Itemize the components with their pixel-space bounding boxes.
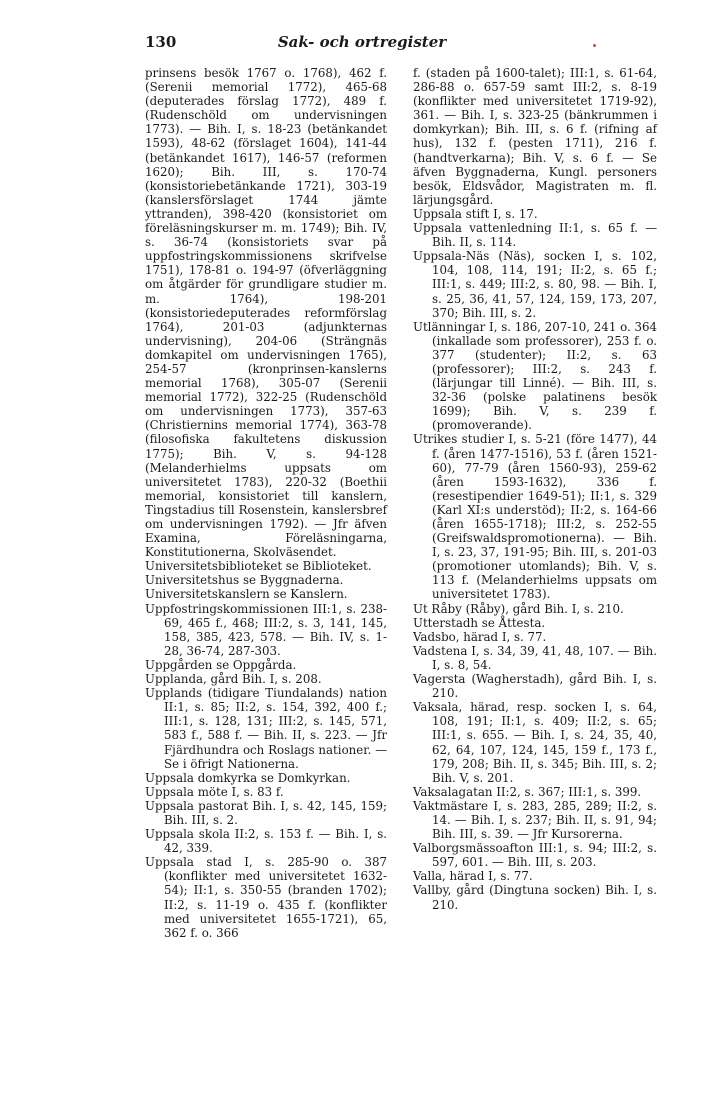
index-entry: Vallby, gård (Dingtuna socken) Bih. I, s. 210.	[413, 883, 657, 912]
index-entry: Utrikes studier I, s. 5-21 (före 1477), 44 f. (åren 1477-1516), 53 f. (åren 1521-60), 77-79 (åren 1560-93), 259-62 (åren 1593-1632), 336 f. (resestipendier 1649-51); II:1, s. 329 (Karl XI:s understöd); II:2, s. 164-66 (åren 1655-1718); III:2, s. 252-55 (Greifswaldspromotionerna). — Bih. I, s. 23, 37, 191-95; Bih. III, s. 201-03 (promotioner utomlands); Bih. V, s. 113 f. (Melanderhielms uppsats om universitetet 1783).	[413, 432, 657, 602]
index-entry: Uppsala stift I, s. 17.	[413, 206, 538, 221]
index-entry: Utlänningar I, s. 186, 207-10, 241 o. 364 (inkallade som professorer), 253 f. o. 377 (studenter); II:2, s. 63 (professorer); III:2, s. 243 f. (lärjungar till Linné). — Bih. III, s. 32-36 (polske palatinens besök 1699); Bih. V, s. 239 f. (promoverande).	[413, 319, 657, 433]
index-entry: Ut Råby (Råby), gård Bih. I, s. 210.	[413, 601, 624, 616]
index-entry: Uppgården se Oppgårda.	[145, 657, 297, 672]
ink-speck-mark	[593, 44, 596, 47]
index-entry: Uppsala stad I, s. 285-90 o. 387 (konflikter med universitetet 1632-54); II:1, s. 350-55 (branden 1702); II:2, s. 11-19 o. 435 f. (konflikter med universitetet 1655-1721), 65, 362 f. o. 366	[145, 855, 387, 940]
index-entry: Vadstena I, s. 34, 39, 41, 48, 107. — Bih. I, s. 8, 54.	[413, 643, 657, 672]
page-number: 130	[145, 33, 177, 51]
index-entry: Utterstadh se Åttesta.	[413, 615, 546, 630]
index-entry: Upplands (tidigare Tiundalands) nation II:1, s. 85; II:2, s. 154, 392, 400 f.; III:1, s. 128, 131; III:2, s. 145, 571, 583 f., 588 f. — Bih. II, s. 223. — Jfr Fjärdhundra och Roslags nationer. — Se i öfrigt Nationerna.	[145, 686, 387, 771]
index-entry: Upplanda, gård Bih. I, s. 208.	[145, 672, 322, 687]
index-column-left	[145, 66, 387, 940]
index-entry: Vadsbo, härad I, s. 77.	[413, 629, 547, 644]
index-entry: Vaksalagatan II:2, s. 367; III:1, s. 399.	[413, 784, 642, 799]
index-entry: Valla, härad I, s. 77.	[413, 869, 533, 884]
index-column-right	[413, 66, 657, 912]
running-title: Sak- och ortregister	[277, 33, 447, 51]
running-header	[145, 33, 579, 53]
index-entry: Uppfostringskommissionen III:1, s. 238-69, 465 f., 468; III:2, s. 3, 141, 145, 158, 385, 423, 578. — Bih. IV, s. 1-28, 36-74, 287-303.	[145, 601, 387, 658]
index-entry: prinsens besök 1767 o. 1768), 462 f. (Serenii memorial 1772), 465-68 (deputerades förslag 1772), 489 f. (Rudenschöld om undervisningen 1773). — Bih. I, s. 18-23 (betänkandet 1593), 48-62 (förslaget 1604), 141-44 (betänkandet 1617), 146-57 (reformen 1620); Bih. III, s. 170-74 (konsistoriebetänkande 1721), 303-19 (kanslersförslaget 1744 jämte yttranden), 398-420 (konsistoriet om föreläsningskurser m. m. 1749); Bih. IV, s. 36-74 (konsistoriets svar på uppfostringskommissionens skrifvelse 1751), 178-81 o. 194-97 (öfverläggning om åtgärder för grundligare studier m. m. 1764), 198-201 (konsistoriedeputerades reformförslag 1764), 201-03 (adjunkternas undervisning), 204-06 (Strängnäs domkapitel om undervisningen 1765), 254-57 (kronprinsen-kanslerns memorial 1768), 305-07 (Serenii memorial 1772), 322-25 (Rudenschöld om undervisningen 1773), 357-63 (Christiernins memorial 1774), 363-78 (filosofiska fakultetens diskussion 1775); Bih. V, s. 94-128 (Melanderhielms uppsats om universitetet 1783), 220-32 (Boethii memorial, konsistoriet till kanslern, Tingstadius till Rosenstein, kanslersbref om undervisningen 1792). — Jfr äfven Examina, Föreläsningarna, Konstitutionerna, Skolväsendet.	[145, 66, 387, 560]
index-entry: Uppsala möte I, s. 83 f.	[145, 784, 284, 799]
index-entry: Uppsala domkyrka se Domkyrkan.	[145, 770, 351, 785]
index-entry: Vagersta (Wagherstadh), gård Bih. I, s. 210.	[413, 672, 657, 701]
index-entry: Vaktmästare I, s. 283, 285, 289; II:2, s. 14. — Bih. I, s. 237; Bih. II, s. 91, 94; Bih. III, s. 39. — Jfr Kursorerna.	[413, 798, 657, 842]
index-entry: Valborgsmässoafton III:1, s. 94; III:2, s. 597, 601. — Bih. III, s. 203.	[413, 841, 657, 870]
index-entry: Uppsala pastorat Bih. I, s. 42, 145, 159; Bih. III, s. 2.	[145, 798, 387, 827]
index-entry: Uppsala vattenledning II:1, s. 65 f. — Bih. II, s. 114.	[413, 221, 657, 250]
index-entry: Universitetskanslern se Kanslern.	[145, 587, 348, 602]
index-entry: Universitetsbiblioteket se Biblioteket.	[145, 559, 372, 574]
index-entry: Uppsala skola II:2, s. 153 f. — Bih. I, s. 42, 339.	[145, 827, 387, 856]
index-entry: Universitetshus se Byggnaderna.	[145, 573, 344, 588]
index-entry: Uppsala-Näs (Näs), socken I, s. 102, 104, 108, 114, 191; II:2, s. 65 f.; III:1, s. 449; III:2, s. 80, 98. — Bih. I, s. 25, 36, 41, 57, 124, 159, 173, 207, 370; Bih. III, s. 2.	[413, 249, 657, 320]
index-entry: Vaksala, härad, resp. socken I, s. 64, 108, 191; II:1, s. 409; II:2, s. 65; III:1, s. 655. — Bih. I, s. 24, 35, 40, 62, 64, 107, 124, 145, 159 f., 173 f., 179, 208; Bih. II, s. 345; Bih. III, s. 2; Bih. V, s. 201.	[413, 700, 657, 785]
index-entry: f. (staden på 1600-talet); III:1, s. 61-64, 286-88 o. 657-59 samt III:2, s. 8-19 (konflikter med universitetet 1719-92), 361. — Bih. I, s. 323-25 (bänkrummen i domkyrkan); Bih. III, s. 6 f. (rifning af hus), 132 f. (pesten 1711), 216 f. (handtverkarna); Bih. V, s. 6 f. — Se äfven Byggnaderna, Kungl. personers besök, Eldsvådor, Magistraten m. fl. lärjungsgård.	[413, 66, 657, 207]
